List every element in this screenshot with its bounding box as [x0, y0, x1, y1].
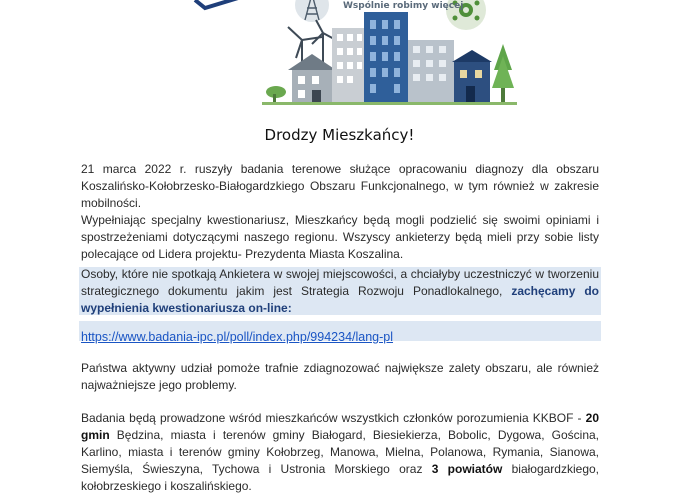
online-emphasis: zachęcamy do wypełnienia kwestionariusza on-line: [81, 284, 599, 315]
online-text: Osoby, które nie spotkają Ankietera w swojej miejscowości, a chciałyby uczestniczyć w tworzeniu strategicznego dokumentu jakim jest Strategia Rozwoju Ponadlokalnego, [81, 267, 599, 298]
scope-text-c: Będzina, miasta i terenów gminy Białogard, Biesiekierza, Bobolic, Dygowa, Gościna, Karlino, miasta i terenów gminy Kołobrzeg, Manowa, Mielna, Polanowa, Rymania, Sianowa, Siemyśla, Świeszyna, Tychowa i Ustronia Morskiego oraz [81, 428, 599, 476]
paragraph-intro: 21 marca 2022 r. ruszyły badania terenowe służące opracowaniu diagnozy dla obszaru Koszalińsko-Kołobrzesko-Białogardzkiego Obszaru Funkcjonalnego, w tym również w zakresie mobilności. [81, 162, 599, 210]
house-gray [288, 54, 336, 104]
paragraph-participation: Państwa aktywny udział pomoże trafnie zdiagnozować największe zalety obszaru, ale również najważniejsze jego problemy. [81, 361, 599, 392]
scope-text-a: Badania będą prowadzone wśród mieszkańców wszystkich członków porozumienia KKBOF - [81, 411, 586, 425]
letter-title: Drodzy Mieszkańcy! [264, 126, 415, 144]
scope-gminy-count: 20 gmin [81, 411, 599, 442]
logo-frame [195, 0, 248, 8]
building-light [332, 28, 364, 104]
header-illustration [0, 0, 679, 110]
house-navy [452, 50, 492, 104]
ground-line [262, 102, 517, 105]
building-gray-tall [408, 40, 454, 104]
paragraph-scope [81, 410, 599, 495]
tagline: Wspólnie robimy więcej [343, 1, 464, 11]
power-tower-icon [295, 0, 329, 22]
paragraph-online [81, 266, 599, 317]
trees-left [266, 86, 286, 104]
scope-text-e: białogardzkiego, kołobrzeskiego i koszalińskiego. [81, 462, 599, 493]
building-blue-tall [364, 12, 408, 104]
trees-right [492, 44, 514, 104]
scope-powiaty-count: 3 powiatów [431, 462, 503, 476]
survey-link[interactable]: https://www.badania-ipc.pl/poll/index.php/994234/lang-pl [81, 330, 394, 344]
paragraph-questionnaire: Wypełniając specjalny kwestionariusz, Mieszkańcy będą mogli podzielić się swoimi opiniami i spostrzeżeniami dotyczącymi naszego regionu. Wszyscy ankieterzy będą mieli przy sobie listy polecające od Lidera projektu- Prezydenta Miasta Koszalina. [81, 213, 599, 261]
